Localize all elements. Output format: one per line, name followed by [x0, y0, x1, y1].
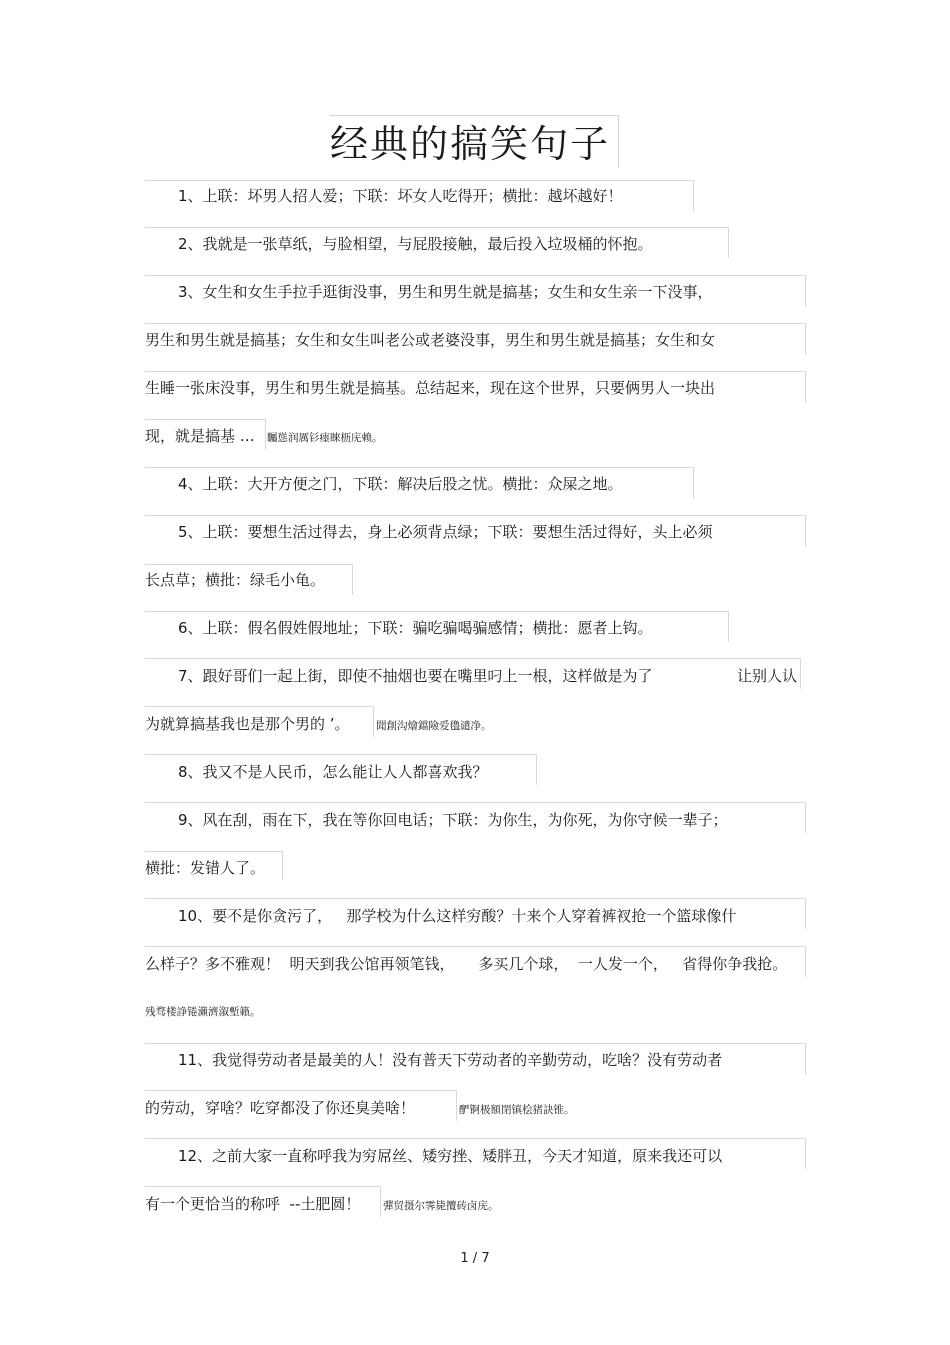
entry-11-line-2: 的劳动，穿啥？吃穿都没了你还臭美啥！	[145, 1099, 416, 1117]
entry-9-line-1: 9、风在刮，雨在下，我在等你回电话；下联：为你生，为你死，为你守候一辈子；	[178, 811, 728, 829]
entry-5-line-1: 5、上联：要想生活过得去，身上必须背点绿；下联：要想生活过得好，头上必须	[178, 523, 713, 541]
document-title: 经典的搞笑句子	[330, 122, 611, 166]
entry-7-line-2: 为就算搞基我也是那个男的 ’。	[145, 715, 350, 733]
entry-10-line-2: 么样子？多不雅观！ 明天到我公馆再领笔钱， 多买几个球， 一人发一个， 省得你争我抢。	[145, 955, 788, 973]
garbled-note: 酽锕极額閉镇桧猪訣锥。	[459, 1104, 575, 1116]
garbled-note: 聞創沟燴鐺險爱氇谴净。	[376, 720, 492, 732]
entry-10-line-1: 10、要不是你贪污了， 那学校为什么这样穷酸？十来个人穿着裤衩抢一个篮球像什	[178, 907, 737, 925]
entry-4: 4、上联：大开方便之门，下联：解决后股之忧。横批：众屎之地。	[178, 475, 623, 493]
entry-8: 8、我又不是人民币，怎么能让人人都喜欢我？	[178, 763, 488, 781]
entry-3-line-2: 男生和男生就是搞基；女生和女生叫老公或老婆没事，男生和男生就是搞基；女生和女	[145, 331, 716, 349]
page-number: 1 / 7	[460, 1251, 490, 1266]
garbled-note: 残骛楼諍锩瀨濟溆塹籟。	[145, 1006, 261, 1018]
entry-3-line-1: 3、女生和女生手拉手逛街没事，男生和男生就是搞基；女生和女生亲一下没事，	[178, 283, 713, 301]
entry-3-line-3: 生睡一张床没事，男生和男生就是搞基。总结起来，现在这个世界，只要俩男人一块出	[145, 379, 716, 397]
entry-9-line-2: 横批：发错人了。	[145, 859, 266, 877]
entry-6: 6、上联：假名假姓假地址；下联：骗吃骗喝骗感情；横批：愿者上钩。	[178, 619, 653, 637]
entry-2: 2、我就是一张草纸，与脸相望，与屁股接触，最后投入垃圾桶的怀抱。	[178, 235, 653, 253]
entry-7-line-1: 7、跟好哥们一起上街，即使不抽烟也要在嘴里叼上一根，这样做是为了	[178, 667, 653, 685]
entry-12-line-1: 12、之前大家一直称呼我为穷屌丝、矮穷挫、矮胖丑，今天才知道，原来我还可以	[178, 1147, 723, 1165]
entry-3-line-4: 现，就是搞基 …	[145, 427, 255, 445]
entry-5-line-2: 长点草；横批：绿毛小龟。	[145, 571, 326, 589]
entry-11-line-1: 11、我觉得劳动者是最美的人！没有普天下劳动者的辛勤劳动，吃啥？没有劳动者	[178, 1051, 723, 1069]
entry-7-line-1-end: 让别人认	[737, 667, 798, 685]
garbled-note: 彈贸摄尔霁毙攬砖卤庑。	[383, 1200, 499, 1212]
entry-1: 1、上联：坏男人招人爱；下联：坏女人吃得开；横批：越坏越好！	[178, 187, 623, 205]
entry-12-line-2: 有一个更恰当的称呼 --土肥圆！	[145, 1195, 361, 1213]
garbled-note: 矚慫润厲钐瘗睞枥庑赖。	[267, 432, 383, 444]
